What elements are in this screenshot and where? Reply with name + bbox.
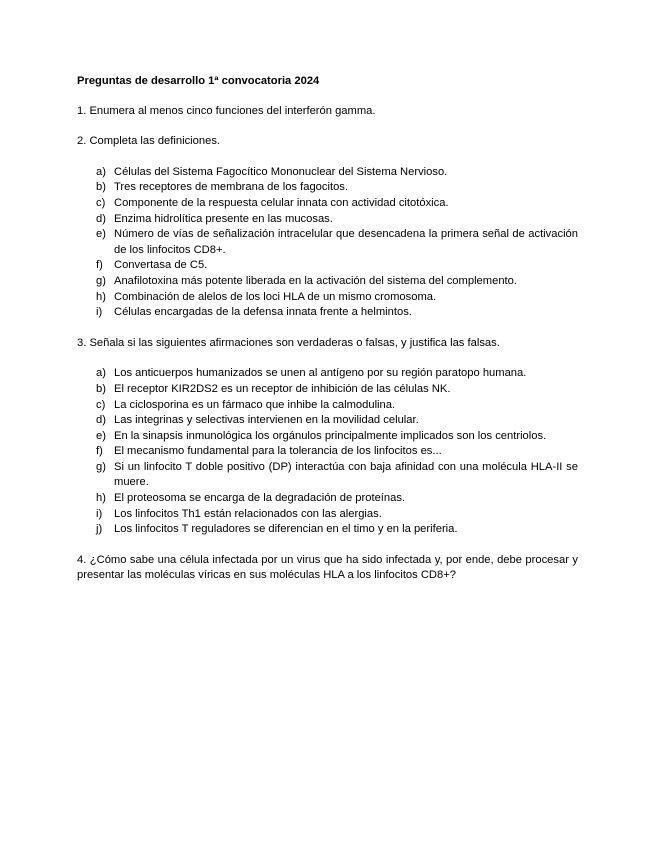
list-item [96,212,578,228]
list-marker: e) [96,429,106,442]
list-item-text: Los linfocitos Th1 están relacionados con las alergias. [114,507,382,520]
list-item [96,366,578,382]
list-item-text: Células del Sistema Fagocítico Mononuclear del Sistema Nervioso. [114,165,448,178]
list-item [96,460,578,491]
question-3-list [77,366,578,538]
list-marker: d) [96,212,106,225]
list-marker: a) [96,165,106,178]
list-marker: b) [96,181,106,194]
list-marker: c) [96,398,106,411]
list-item-text: Número de vías de señalización intracelular que desencadena la primera señal de activación de los linfocitos CD8+. [114,228,578,256]
list-marker: h) [96,290,106,303]
list-marker: b) [96,382,106,395]
list-item-text: Tres receptores de membrana de los fagocitos. [114,181,349,194]
list-item-text: El receptor KIR2DS2 es un receptor de inhibición de las células NK. [114,382,451,395]
list-marker: d) [96,414,106,427]
list-marker: a) [96,367,106,380]
list-item [96,258,578,274]
list-marker: g) [96,274,106,287]
question-3: 3. Señala si las siguientes afirmaciones son verdaderas o falsas, y justifica las falsas. [77,336,500,349]
list-marker: i) [96,306,103,319]
list-marker: c) [96,196,106,209]
list-item-text: Las integrinas y selectivas intervienen en la movilidad celular. [114,414,419,427]
list-marker: h) [96,492,106,505]
list-item-text: Si un linfocito T doble positivo (DP) interactúa con baja afinidad con una molécula HLA-II se muere. [114,460,578,489]
document-title: Preguntas de desarrollo 1ª convocatoria 2024 [77,75,320,87]
list-item-text: Los anticuerpos humanizados se unen al antígeno por su región paratopo humana. [114,367,527,380]
list-item-text: Convertasa de C5. [114,259,208,272]
list-marker: e) [96,228,106,241]
list-item [96,180,578,196]
list-item [96,444,578,460]
question-2: 2. Completa las definiciones. [77,135,221,148]
list-item [96,305,578,321]
list-item-text: En la sinapsis inmunológica los orgánulos principalmente implicados son los centriolos. [114,429,547,442]
list-item-text: Combinación de alelos de los loci HLA de un mismo cromosoma. [114,290,437,303]
list-item [96,165,578,181]
list-item [96,413,578,429]
list-item [96,429,578,445]
list-item [96,398,578,414]
list-item [96,274,578,290]
question-4: 4. ¿Cómo sabe una célula infectada por un virus que ha sido infectada y, por ende, debe procesar y presentar las moléculas víricas en sus moléculas HLA a los linfocitos CD8+? [77,553,578,582]
list-item [96,522,578,538]
list-marker: j) [96,523,103,536]
list-item [96,382,578,398]
list-item-text: Componente de la respuesta celular innata con actividad citotóxica. [114,196,449,209]
question-1: 1. Enumera al menos cinco funciones del interferón gamma. [77,104,376,117]
list-item-text: El proteosoma se encarga de la degradación de proteínas. [114,492,406,505]
list-item [96,290,578,306]
list-item-text: Enzima hidrolítica presente en las mucosas. [114,212,333,225]
list-marker: g) [96,460,106,473]
list-item-text: El mecanismo fundamental para la tolerancia de los linfocitos es... [114,445,442,458]
list-item-text: Anafilotoxina más potente liberada en la activación del sistema del complemento. [114,274,517,287]
list-item [96,507,578,523]
list-marker: i) [96,507,103,520]
list-marker: f) [96,445,103,458]
question-2-list [77,165,578,321]
list-item-text: Células encargadas de la defensa innata frente a helmintos. [114,306,412,319]
list-item [96,196,578,212]
list-item [96,227,578,258]
list-item-text: Los linfocitos T reguladores se diferencian en el timo y en la periferia. [114,523,458,536]
list-item [96,491,578,507]
list-item-text: La ciclosporina es un fármaco que inhibe la calmodulina. [114,398,396,411]
list-marker: f) [96,259,103,272]
document-page [77,74,578,599]
